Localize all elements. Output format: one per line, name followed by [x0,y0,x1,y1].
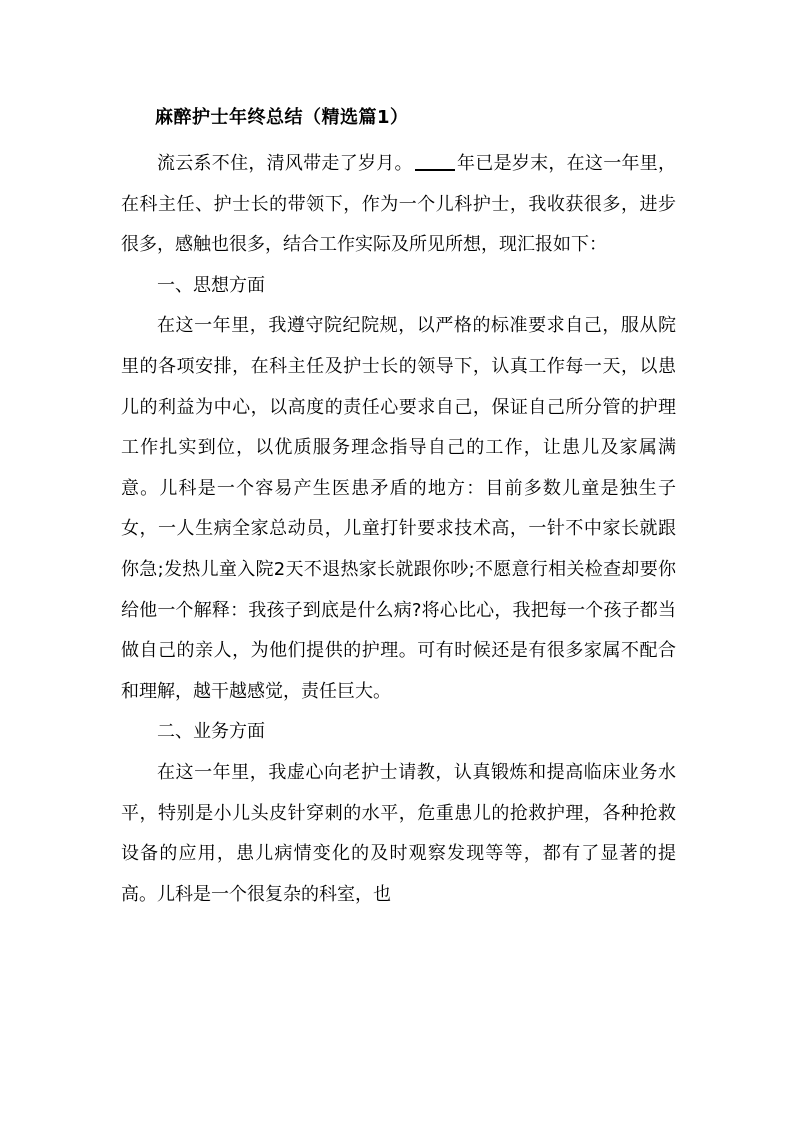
intro-text-end: 年已是岁末，在这一年里，在科主任、护士长的带领下，作为一个儿科护士，我收获很多，进步很多，感触也很多，结合工作实际及所见所想，现汇报如下： [121,153,677,256]
intro-text-start: 流云系不住，清风带走了岁月。 [157,153,413,174]
document-title: 麻醉护士年终总结（精选篇1） [155,107,409,128]
document-body [121,144,676,915]
section-paragraph-thought: 在这一年里，我遵守院纪院规，以严格的标准要求自己，服从院里的各项安排，在科主任及护士长的领导下，认真工作每一天，以患儿的利益为中心，以高度的责任心要求自己，保证自己所分管的护理工作扎实到位，以优质服务理念指导自己的工作，让患儿及家属满意。儿科是一个容易产生医患矛盾的地方：目前多数儿童是独生子女，一人生病全家总动员，儿童打针要求技术高，一针不中家长就跟你急;发热儿童入院2天不退热家长就跟你吵;不愿意行相关检查却要你给他一个解释：我孩子到底是什么病?将心比心，我把每一个孩子都当做自己的亲人，为他们提供的护理。可有时候还是有很多家属不配合和理解，越干越感觉，责任巨大。 [121,315,676,702]
section-heading-thought: 一、思想方面 [157,274,265,296]
intro-paragraph [121,144,676,266]
section-paragraph-business: 在这一年里，我虚心向老护士请教，认真锻炼和提高临床业务水平，特别是小儿头皮针穿刺的水平，危重患儿的抢救护理，各种抢救设备的应用，患儿病情变化的及时观察发现等等，都有了显著的提高。儿科是一个很复杂的科室，也 [121,761,676,905]
year-blank [415,151,455,171]
section-heading-business: 二、业务方面 [157,721,265,743]
